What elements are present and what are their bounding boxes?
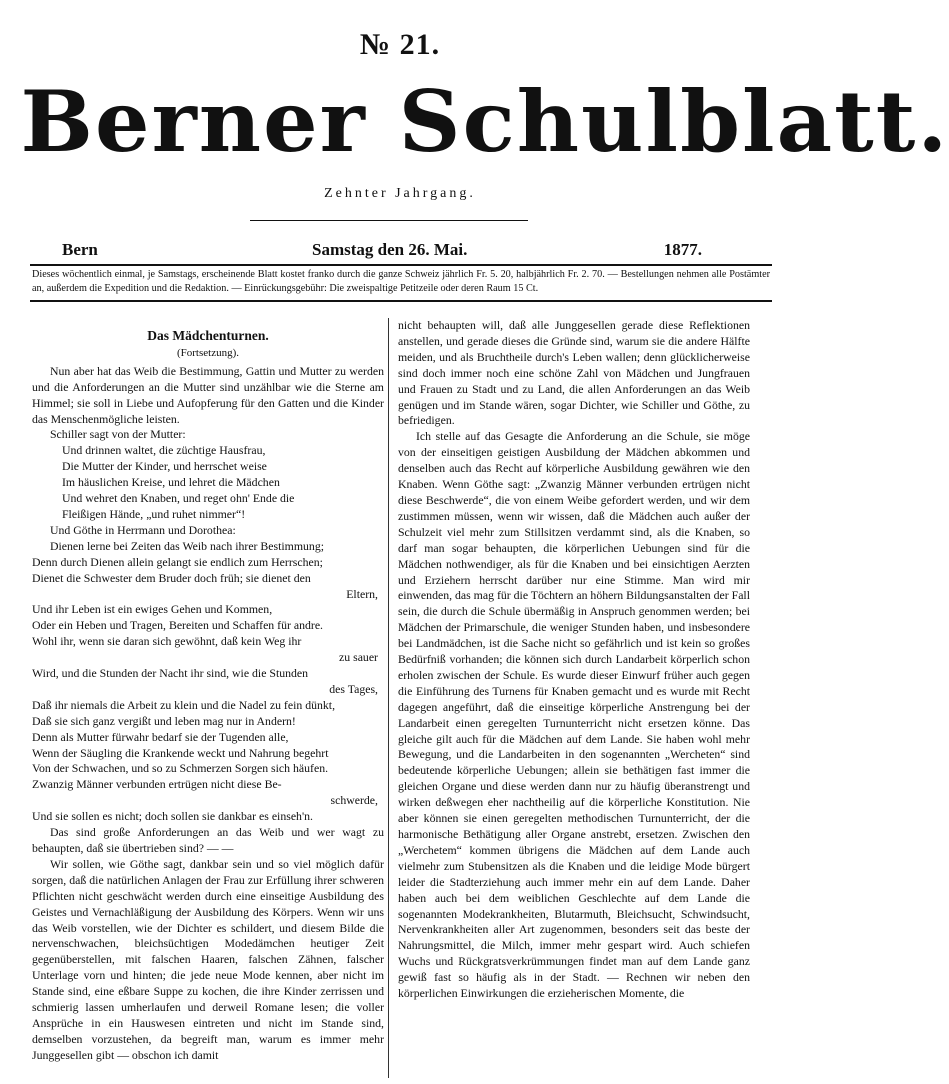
- verse-line: Daß ihr niemals die Arbeit zu klein und die Nadel zu fein dünkt,: [32, 697, 336, 712]
- verse-line: des Tages,: [329, 681, 378, 696]
- verse-line: zu sauer: [339, 650, 378, 665]
- verse-line: Oder ein Heben und Tragen, Bereiten und Schaffen für andre.: [32, 618, 324, 633]
- verse-line: Dienet die Schwester dem Bruder doch früh; sie dienet den: [32, 570, 311, 585]
- verse-line: Daß sie sich ganz vergißt und leben mag nur in Andern!: [32, 713, 296, 728]
- dateline-place: Bern: [62, 240, 98, 259]
- dateline-year: 1877.: [663, 240, 702, 259]
- verse-line: Und ihr Leben ist ein ewiges Gehen und Kommen,: [32, 602, 273, 617]
- paragraph: Nun aber hat das Weib die Bestimmung, Gattin und Mutter zu werden und die Anforderungen an die Mutter sind unzählbar wie die Sterne am Himmel; sie soll in Liebe und Aufopferung für den Gatten und die Kinder das Menschenmögliche leisten.: [32, 363, 384, 426]
- verse-line: Denn durch Dienen allein gelangt sie endlich zum Herrschen;: [32, 554, 323, 569]
- volume-subtitle: Zehnter Jahrgang.: [324, 186, 476, 201]
- verse-line: Die Mutter der Kinder, und herrschet weise: [62, 459, 267, 474]
- verse-line: Im häuslichen Kreise, und lehret die Mädchen: [62, 475, 280, 490]
- column-divider: [388, 318, 389, 1078]
- paragraph: nicht behaupten will, daß alle Junggesellen gerade diese Reflektionen anstellen, und gerade dieses die Gründe sind, warum sie die andere Hälfte meiden, und als Bruchtheile durch's Leben wallen; denn glücklicherweise sind doch immer noch eine schöne Zahl von Mädchen und Jungfrauen und Frauen zu Stadt und zu Land, die allen Anforderungen an das Weib genügen und im Stande wären, sogar Dichter, wie Schiller und Göthe, zu befriedigen.: [398, 318, 750, 428]
- verse-line: Wenn der Säugling die Krankende weckt und Nahrung begehrt: [32, 745, 329, 760]
- verse-line: schwerde,: [330, 793, 378, 808]
- right-column: [398, 318, 750, 1002]
- verse-line: Wird, und die Stunden der Nacht ihr sind, wie die Stunden: [32, 666, 309, 681]
- notice-rule-top: [30, 264, 772, 266]
- verse-line: Von der Schwachen, und so zu Schmerzen Sorgen sich häufen.: [32, 761, 329, 776]
- dateline: [62, 240, 702, 264]
- paragraph: Wir sollen, wie Göthe sagt, dankbar sein und so viel möglich dafür sorgen, daß die natürlichen Anlagen der Frau zur Erfüllung ihrer schweren Pflichten nicht geschwächt werden durch eine einseitige Ausbildung des Geistes und Vernachläßigung der Ausbildung des Körpers. Wenn wir uns das Weib vorstellen, wie der Dichter es schildert, und diesem Bilde die nervenschwachen, bleichsüchtigen Modedämchen heutiger Zeit gegenüberstellen, mit falschen Haaren, falschen Zähnen, falscher Unterlage vorn und hinten; die jede neue Mode kennen, aber nicht im Stande sind, eine eßbare Suppe zu kochen, die ihre Kinder zerrissen und schmierig lassen umherlaufen und derweil Romane lesen; die voller Ansprüche in ein Hauswesen eintreten und nicht im Stande sind, demselben vorzustehen, da begreift man, warum es immer mehr Junggesellen gibt — obschon ich damit: [32, 856, 384, 1062]
- quote-intro: Und Göthe in Herrmann und Dorothea:: [50, 522, 236, 537]
- verse-line: Zwanzig Männer verbunden ertrügen nicht diese Be-: [32, 777, 282, 792]
- article-title: Das Mädchenturnen.: [147, 328, 269, 343]
- verse-line: Und drinnen waltet, die züchtige Hausfrau,: [62, 443, 266, 458]
- paragraph: Das sind große Anforderungen an das Weib und wer wagt zu behaupten, daß sie übertrieben sind? — —: [32, 825, 384, 855]
- verse-line: Und sie sollen es nicht; doch sollen sie dankbar es einseh'n.: [32, 809, 313, 824]
- masthead-title: Berner Schulblatt.: [20, 72, 949, 171]
- verse-line: Dienen lerne bei Zeiten das Weib nach ihrer Bestimmung;: [50, 538, 325, 553]
- verse-line: Eltern,: [346, 586, 378, 601]
- verse-line: Und wehret den Knaben, und reget ohn' Ende die: [62, 491, 295, 506]
- verse-line: Fleißigen Hände, „und ruhet nimmer“!: [62, 506, 246, 521]
- article-continuation: (Fortsetzung).: [176, 346, 239, 359]
- dateline-date: Samstag den 26. Mai.: [312, 240, 468, 259]
- issue-number: № 21.: [359, 28, 441, 61]
- subscription-notice: Dieses wöchentlich einmal, je Samstags, erscheinende Blatt kostet franko durch die ganze Schweiz jährlich Fr. 5. 20, halbjährlich Fr. 2. 70. — Bestellungen nehmen alle Postämter an, außerdem die Expedition und die Redaktion. — Einrückungsgebühr: Die zweispaltige Petitzeile oder deren Raum 15 Ct.: [32, 269, 770, 294]
- verse-line: Wohl ihr, wenn sie daran sich gewöhnt, daß kein Weg ihr: [32, 634, 302, 649]
- notice-rule-bottom: [30, 300, 772, 302]
- masthead-rule: [250, 220, 528, 221]
- verse-line: Denn als Mutter fürwahr bedarf sie der Tugenden alle,: [32, 729, 289, 744]
- quote-intro: Schiller sagt von der Mutter:: [50, 427, 186, 442]
- paragraph: Ich stelle auf das Gesagte die Anforderung an die Schule, sie möge von der einseitigen geistigen Ausbildung der Mädchen abkommen und denselben auch das Recht auf körperliche Ausbildung gewähren wie den Knaben. Wenn Göthe sagt: „Zwanzig Männer verbunden ertrügen nicht diese Beschwerde“, die von einem Weibe gefordert werden, und wir dem zustimmen müssen, wenn wir wissen, daß die Mädchen auch außer der Schulzeit viel mehr zum Stillsitzen verdammt sind, als die Knaben, so darf man sogar behaupten, die körperlichen Uebungen sind für die Mädchen nothwendiger, als für die Knaben und bei einsichtigen Aerzten und Erziehern herrscht darüber nur eine Stimme. Man wird mir einwenden, das mag für die Töchtern an höhern Bildungsanstalten der Fall sein, die durch die Schule übermäßig in Anspruch genommen werden; bei Mädchen der Primarschule, die weniger Stunden haben, und insbesondere bei Landmädchen, ist die Sache nicht so gefährlich und ist kein so großes Bedürfniß vorhanden; die können sich durch Landarbeit körperlich schon erholen zwischen der Schule. Es wurde dieser Einwurf früher auch gegen die Einführung des Turnens für Knaben gemacht und es wurde mit Recht dagegen angeführt, daß die einseitige körperliche Anstrengung bei der Landarbeit einen geregelten Turnunterricht nicht ersetzen könne. Das gleiche gilt auch für die Mädchen auf dem Lande. Sie haben wohl mehr Bewegung, und die Landarbeiten in den sogenannten „Wercheten“ sind bedeutende körperliche Uebungen; allein sie bethätigen fast immer die gleichen Organe und diese werden dann nur zu häufig überanstrengt und wirken deßwegen eher nachtheilig auf die körperliche Konstitution. Nie aber können sie einen geregelten methodischen Turnunterricht, der die harmonische Bethätigung aller Organe anstrebt, ersetzen. Zwischen den „Werchetem“ kommen übrigens die Mädchen auf dem Lande auch vielmehr zum Stubensitzen als die Knaben und die leidige Mode bürgert leider die Stadterziehung auch immer mehr ein auf dem Lande. Daher haben auch bei dem weiblichen Geschlechte auf dem Lande die sogenannten Modekrankheiten, Blutarmuth, Bleichsucht, Schwindsucht, Nervenkrankheiten aller Art zugenommen, besonders seit das beste der Nahrungsmittel, die Milch, immer mehr gespart wird. Auch schiefen Wuchs und Rückgratsverkrümmungen findet man auf dem Lande ganz gewiß fast so häufig als in der Stadt. — Rechnen wir neben den körperlichen Einwirkungen die erzieherischen Momente, die: [398, 429, 750, 1001]
- left-column: [32, 318, 384, 1064]
